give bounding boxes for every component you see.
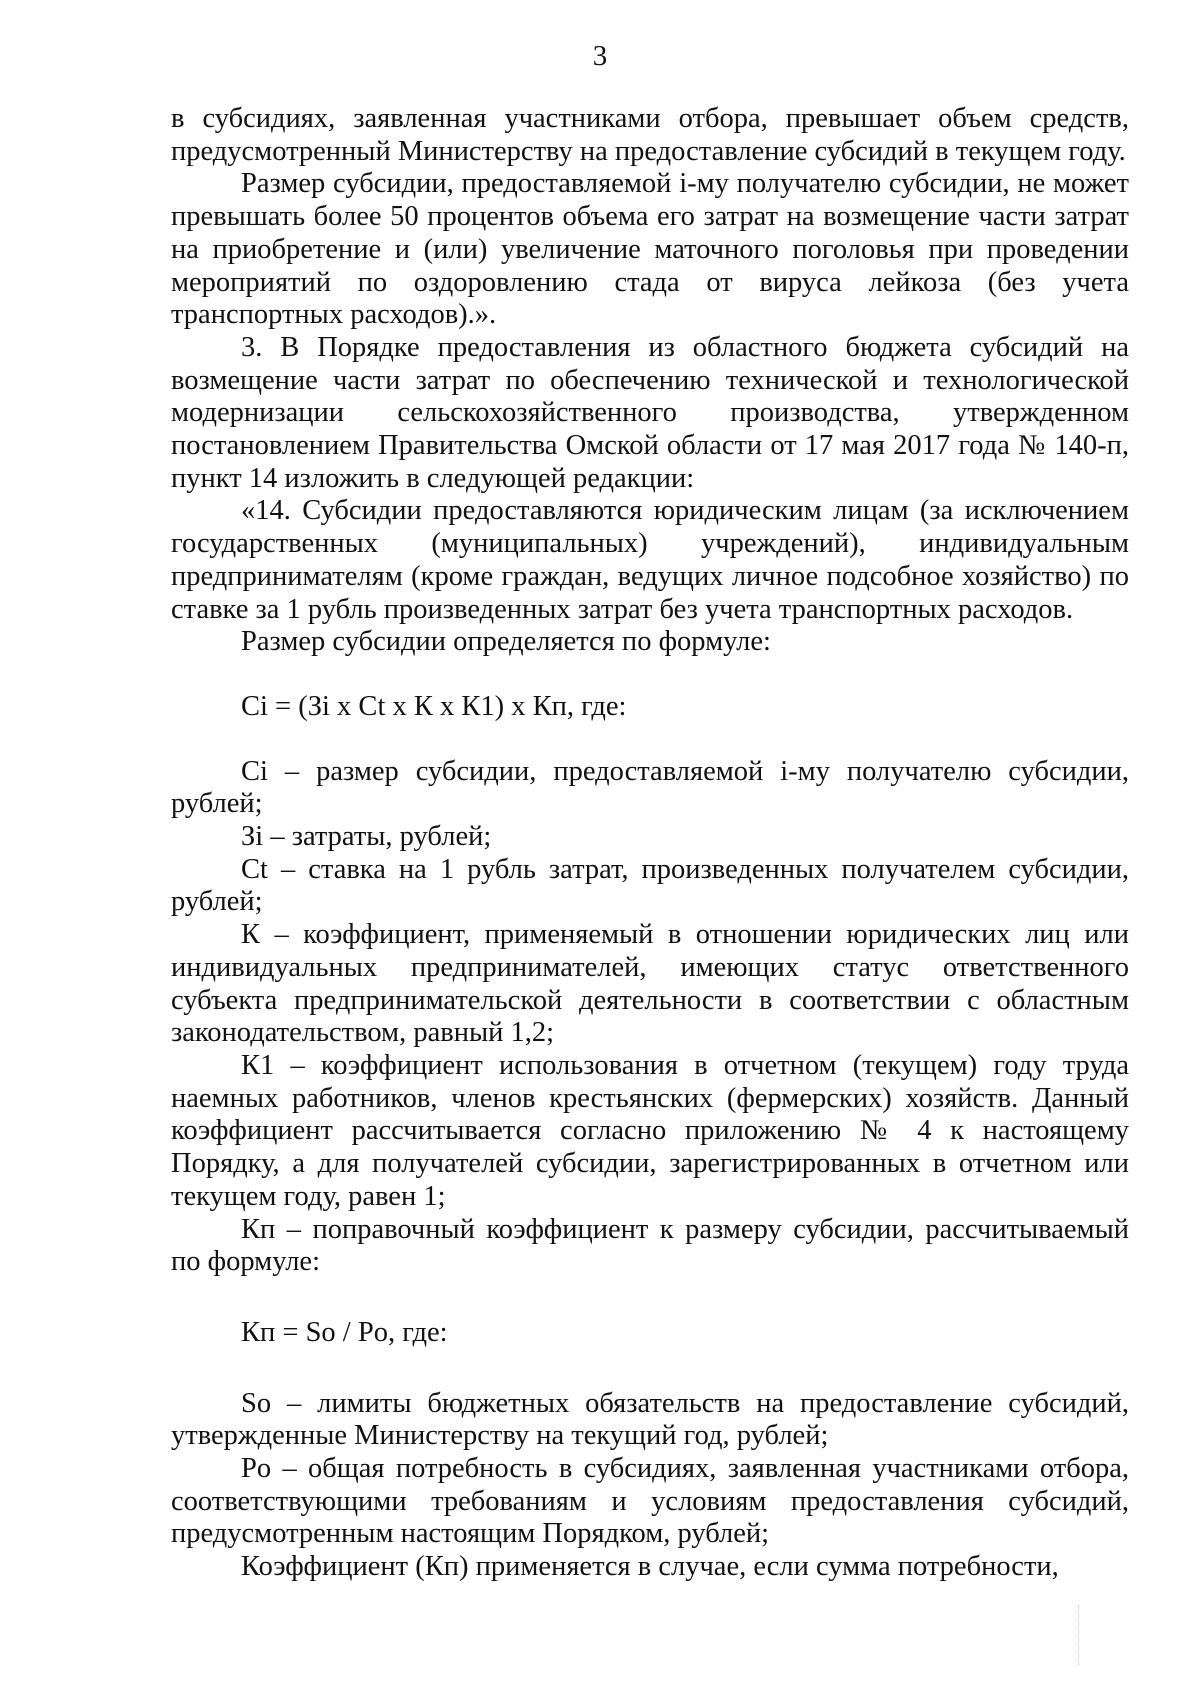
paragraph-item-3: 3. В Порядке предоставления из областного бюджета субсидий на возмещение части затрат по обеспечению технической и технологической модернизации сельскохозяйственного производства, утвержденном постановлением Правительства Омской области от 17 мая 2017 года № 140-п, пункт 14 изложить в следующей редакции: (171, 331, 1129, 494)
paragraph-formula-intro: Размер субсидии определяется по формуле: (241, 626, 771, 658)
scan-artifact (1078, 1605, 1085, 1665)
definition-ct: Ct – ставка на 1 рубль затрат, произведенных получателем субсидии, рублей; (171, 853, 1129, 918)
paragraph-subsidy-limit: Размер субсидии, предоставляемой i-му получателю субсидии, не может превышать более 50 процентов объема его затрат на возмещение части затрат на приобретение и (или) увеличение маточного поголовья при проведении мероприятий по оздоровлению стада от вируса лейкоза (без учета транспортных расходов).». (171, 168, 1129, 331)
paragraph-continuation: в субсидиях, заявленная участниками отбора, превышает объем средств, предусмотренный Министерству на предоставление субсидий в текущем году. (171, 103, 1129, 167)
document-body (171, 103, 1129, 1584)
page-number: 3 (592, 40, 608, 72)
definition-k1: К1 – коэффициент использования в отчетном (текущем) году труда наемных работников, членов крестьянских (фермерских) хозяйств. Данный коэффициент рассчитывается согласно приложению № 4 к настоящему Порядку, а для получателей субсидии, зарегистрированных в отчетном или текущем году, равен 1; (171, 1049, 1129, 1212)
definition-so: So – лимиты бюджетных обязательств на предоставление субсидий, утвержденные Министерству на текущий год, рублей; (171, 1387, 1129, 1452)
definition-po: Po – общая потребность в субсидиях, заявленная участниками отбора, соответствующими требованиям и условиям предоставления субсидий, предусмотренным настоящим Порядком, рублей; (171, 1453, 1129, 1550)
formula-ci: Ci = (Зi x Ct x К x К1) x Кп, где: (241, 690, 627, 722)
definition-ci: Ci – размер субсидии, предоставляемой i-му получателю субсидии, рублей; (171, 755, 1129, 820)
definition-zi: Зi – затраты, рублей; (241, 821, 492, 853)
definition-kp: Кп – поправочный коэффициент к размеру субсидии, рассчитываемый по формуле: (171, 1213, 1129, 1278)
definition-k: К – коэффициент, применяемый в отношении юридических лиц или индивидуальных предпринимателей, имеющих статус ответственного субъекта предпринимательской деятельности в соответствии с областным законодательством, равный 1,2; (171, 919, 1129, 1049)
formula-kp: Кп = So / Po, где: (241, 1316, 448, 1348)
paragraph-kp-applies: Коэффициент (Кп) применяется в случае, если сумма потребности, (241, 1551, 1059, 1583)
paragraph-item-14: «14. Субсидии предоставляются юридическим лицам (за исключением государственных (муниципальных) учреждений), индивидуальным предпринимателям (кроме граждан, ведущих личное подсобное хозяйство) по ставке за 1 рубль произведенных затрат без учета транспортных расходов. (171, 495, 1129, 625)
